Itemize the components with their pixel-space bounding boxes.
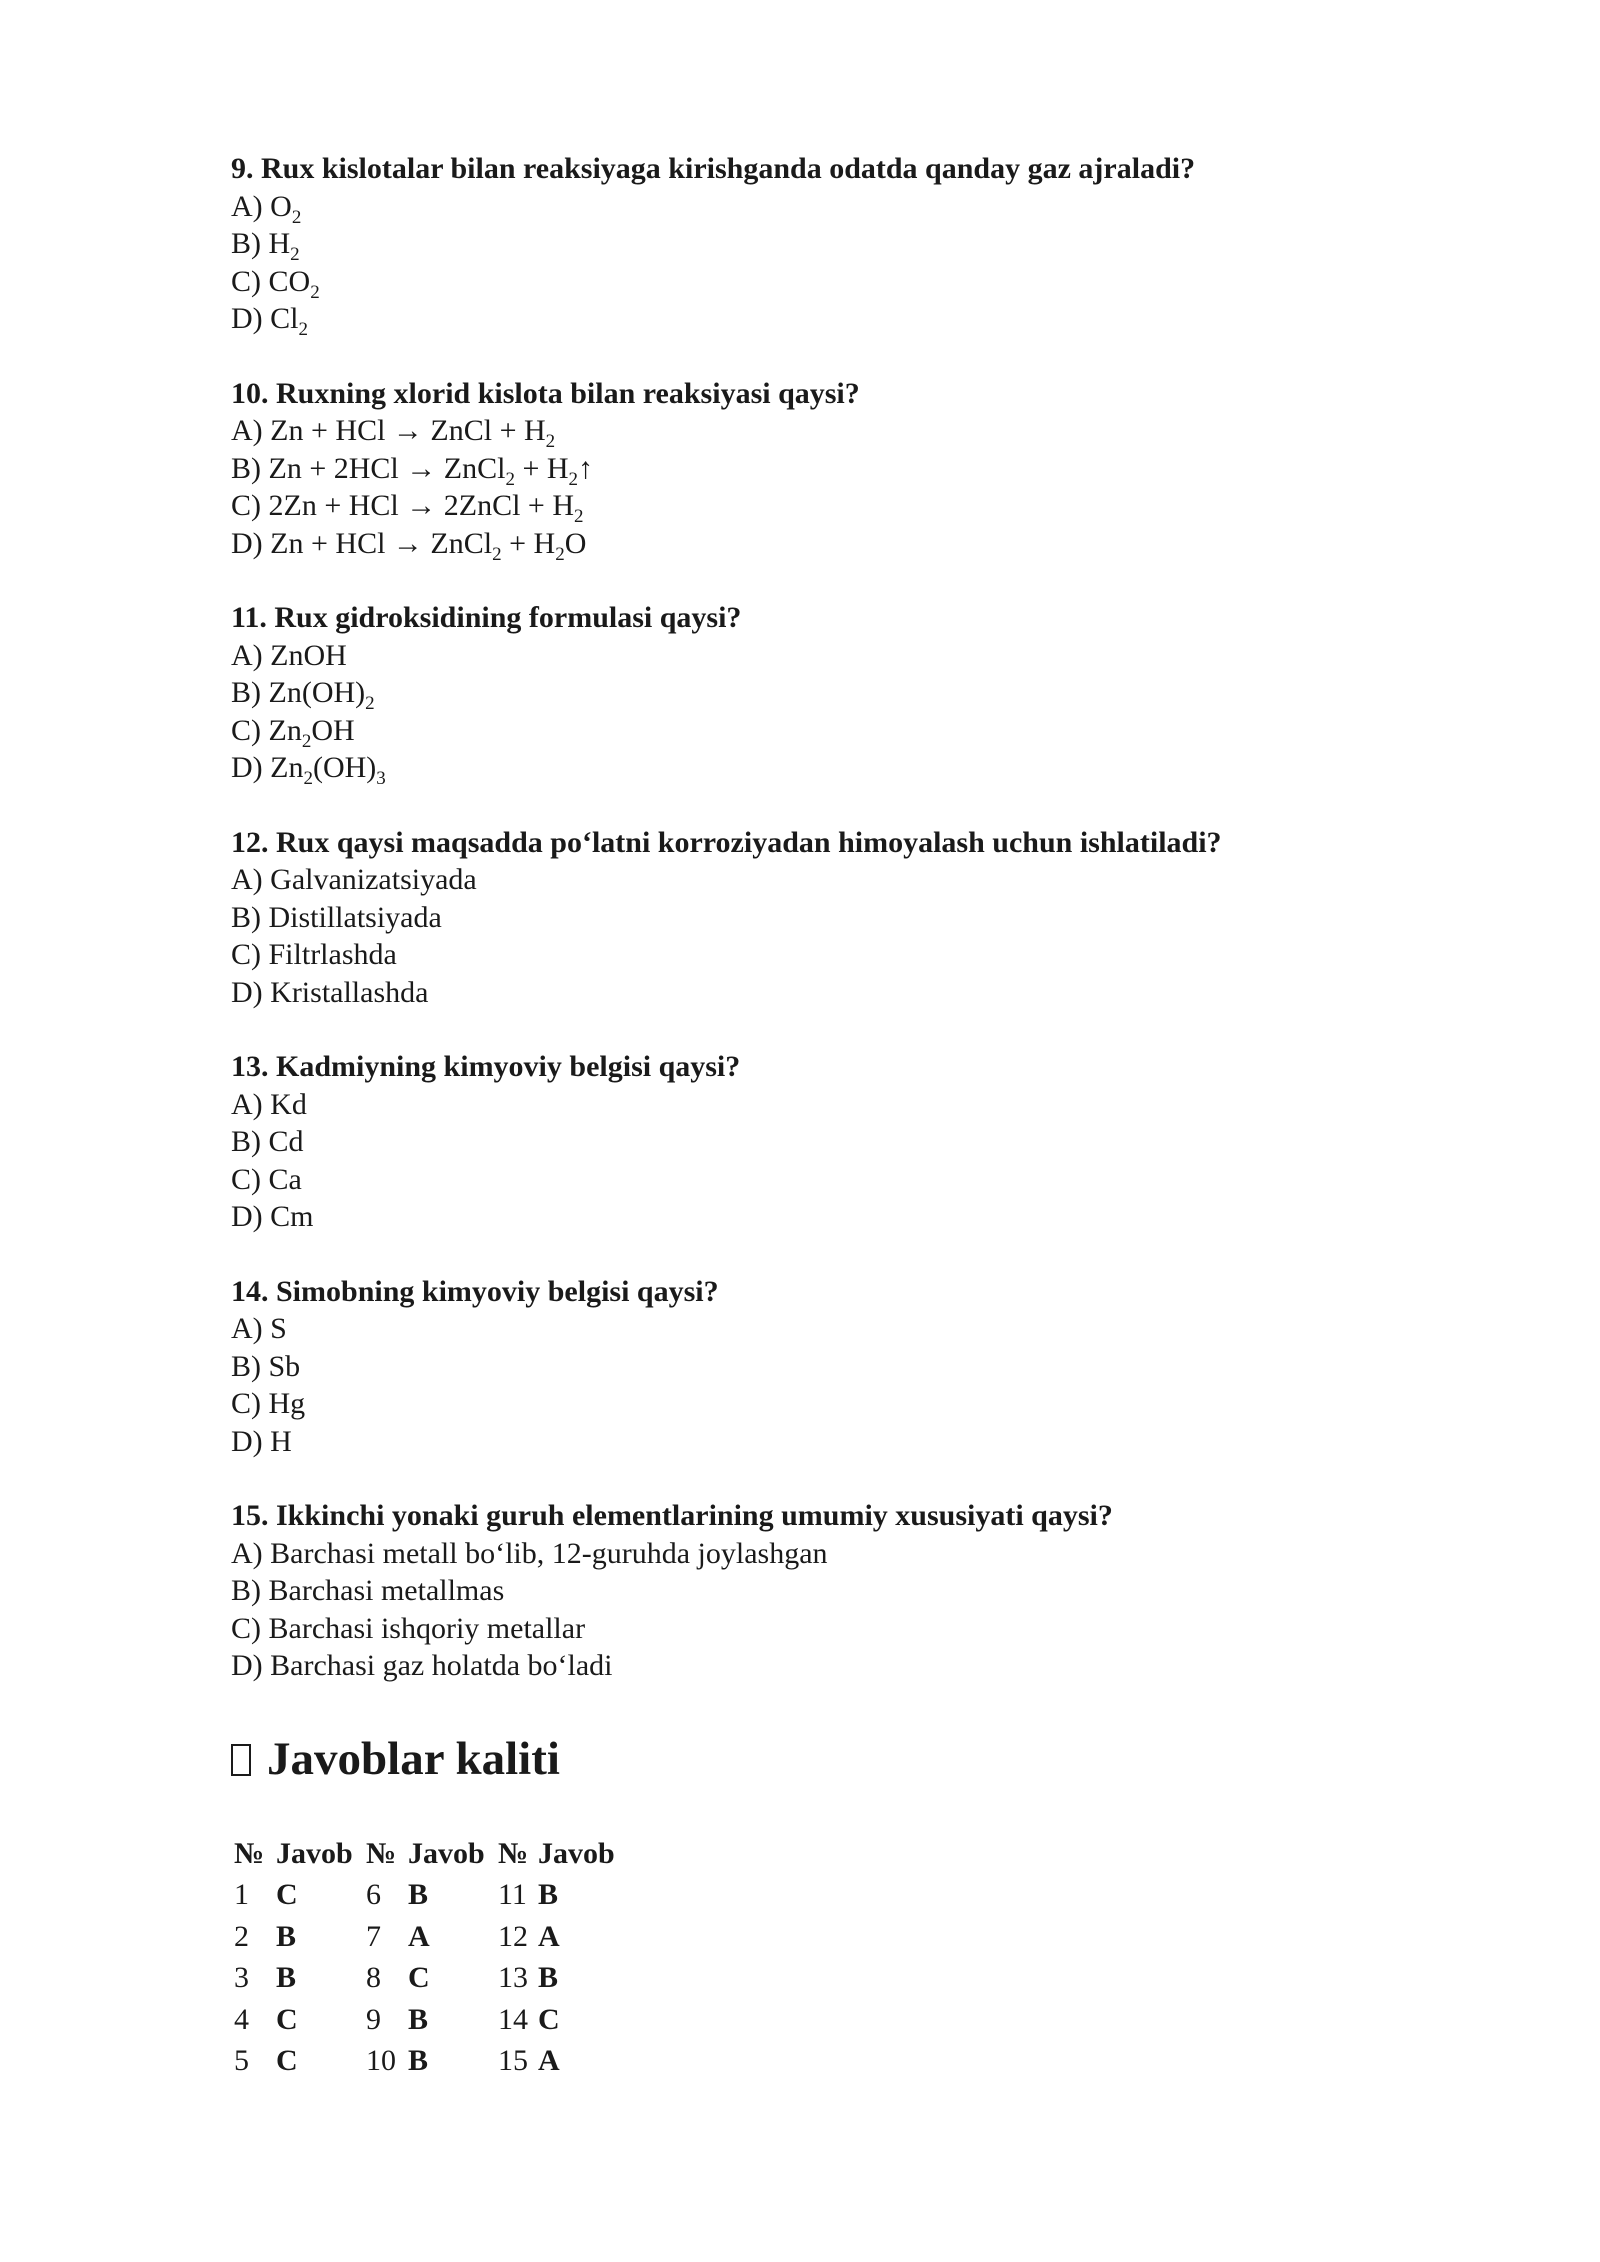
answer-option — [231, 263, 1431, 301]
question-title: 10. Ruxning xlorid kislota bilan reaksiyasi qaysi? — [231, 376, 860, 410]
answer-option — [231, 1535, 1431, 1573]
option-text: C) Barchasi ishqoriy metallar — [231, 1611, 586, 1645]
option-text: A) Galvanizatsiyada — [231, 863, 477, 896]
answer-option — [231, 637, 1431, 675]
question-number-cell: 7 — [366, 1919, 381, 1953]
answer-option — [231, 300, 1431, 338]
answer-letter-cell: A — [538, 2044, 560, 2078]
column-header: № — [498, 1836, 529, 1870]
answer-option — [231, 712, 1431, 750]
answer-option — [231, 1423, 1431, 1461]
table-row — [234, 1958, 623, 2000]
question-number-cell: 2 — [234, 1919, 249, 1953]
option-text: D) Barchasi gaz holatda bo‘ladi — [231, 1649, 613, 1682]
question-number-cell: 13 — [498, 1961, 528, 1995]
answer-option — [231, 1385, 1431, 1423]
question-number-cell: 1 — [234, 1878, 249, 1912]
answer-letter-cell: B — [408, 1878, 429, 1912]
answer-letter-cell: C — [538, 2002, 560, 2036]
option-subscript: 2 — [555, 543, 565, 565]
option-text: O — [564, 526, 587, 560]
option-subscript: 2 — [303, 768, 313, 789]
answer-option — [231, 899, 1431, 937]
option-text: ↑ — [578, 451, 594, 485]
answer-letter-cell: C — [276, 1878, 298, 1912]
option-text: A) Zn + HCl → ZnCl + H — [231, 414, 546, 447]
question-number-cell: 9 — [366, 2002, 381, 2036]
answer-option — [231, 525, 1431, 563]
answer-option — [231, 487, 1431, 525]
answer-letter-cell: B — [408, 2002, 429, 2036]
question-block — [231, 599, 1431, 787]
option-text: D) Cl — [231, 302, 299, 335]
option-subscript: 2 — [290, 244, 300, 265]
option-text: D) Zn — [231, 751, 304, 784]
option-text: A) Kd — [231, 1087, 307, 1121]
option-text: B) Zn + 2HCl → ZnCl — [231, 451, 506, 485]
option-text: D) H — [231, 1424, 292, 1458]
option-text: B) Barchasi metallmas — [231, 1574, 505, 1607]
option-text: C) Filtrlashda — [231, 938, 397, 971]
option-subscript: 2 — [492, 543, 502, 565]
table-row — [234, 1875, 623, 1917]
option-text: A) S — [231, 1312, 287, 1345]
document-page — [231, 150, 1431, 2082]
option-text: C) 2Zn + HCl → 2ZnCl + H — [231, 489, 575, 522]
answer-option — [231, 749, 1431, 787]
column-header: Javob — [408, 1836, 485, 1870]
option-text: C) CO — [231, 264, 311, 298]
question-title: 14. Simobning kimyoviy belgisi qaysi? — [231, 1274, 719, 1308]
answer-letter-cell: B — [408, 2044, 429, 2078]
option-text: B) Distillatsiyada — [231, 900, 442, 934]
column-header: № — [366, 1836, 397, 1870]
option-text: B) Sb — [231, 1349, 301, 1383]
question-number-cell: 3 — [234, 1961, 249, 1995]
option-subscript: 3 — [376, 768, 386, 789]
question-title: 15. Ikkinchi yonaki guruh elementlarining umumiy xususiyati qaysi? — [231, 1499, 1113, 1532]
answer-key-table — [234, 1833, 623, 2083]
question-block — [231, 824, 1431, 1012]
option-text: C) Hg — [231, 1387, 306, 1420]
option-subscript: 2 — [505, 468, 515, 490]
option-text: D) Cm — [231, 1200, 314, 1233]
question-number-cell: 4 — [234, 2002, 249, 2036]
missing-glyph-box-icon — [231, 1744, 251, 1776]
answer-option — [231, 1610, 1431, 1648]
question-block — [231, 1273, 1431, 1461]
answer-key-body — [234, 1875, 623, 2083]
question-block — [231, 375, 1431, 563]
option-text: D) Zn + HCl → ZnCl — [231, 526, 493, 560]
option-text: A) Barchasi metall bo‘lib, 12-guruhda joylashgan — [231, 1536, 828, 1570]
answer-option — [231, 225, 1431, 263]
option-text: B) Zn(OH) — [231, 676, 366, 709]
option-subscript: 2 — [568, 468, 579, 490]
option-text: B) H — [231, 227, 291, 260]
answer-option — [231, 861, 1431, 899]
question-block — [231, 1497, 1431, 1685]
option-subscript: 2 — [365, 693, 375, 714]
option-text: B) Cd — [231, 1125, 304, 1158]
option-subscript: 2 — [301, 730, 312, 752]
option-text: + H — [514, 451, 569, 485]
option-subscript: 2 — [298, 319, 308, 340]
option-text: A) ZnOH — [231, 638, 347, 672]
option-text: (OH) — [312, 751, 377, 784]
option-text: OH — [311, 713, 355, 747]
question-number-cell: 15 — [498, 2044, 528, 2078]
answer-letter-cell: A — [408, 1919, 430, 1953]
option-subscript: 2 — [545, 431, 556, 452]
answer-letter-cell: C — [408, 1961, 430, 1995]
column-header: Javob — [276, 1836, 353, 1870]
answer-letter-cell: B — [276, 1919, 297, 1953]
question-title: 11. Rux gidroksidining formulasi qaysi? — [231, 601, 742, 634]
question-title: 12. Rux qaysi maqsadda po‘latni korroziyadan himoyalash uchun ishlatiladi? — [231, 825, 1222, 859]
question-title: 13. Kadmiyning kimyoviy belgisi qaysi? — [231, 1050, 741, 1083]
question-number-cell: 11 — [498, 1878, 527, 1912]
option-subscript: 2 — [574, 506, 584, 527]
question-number-cell: 8 — [366, 1961, 381, 1995]
answer-option — [231, 936, 1431, 974]
answer-letter-cell: B — [538, 1961, 559, 1995]
question-number-cell: 5 — [234, 2044, 249, 2078]
answer-key-heading — [231, 1731, 1431, 1787]
answer-option — [231, 450, 1431, 488]
answer-option — [231, 188, 1431, 226]
answer-letter-cell: B — [276, 1961, 297, 1995]
table-row — [234, 2041, 623, 2083]
option-text: A) O — [231, 189, 292, 223]
option-subscript: 2 — [291, 206, 302, 228]
answer-option — [231, 1310, 1431, 1348]
answer-option — [231, 1086, 1431, 1124]
answer-option — [231, 1572, 1431, 1610]
question-block — [231, 150, 1431, 338]
option-text: C) Ca — [231, 1162, 302, 1196]
question-number-cell: 6 — [366, 1878, 381, 1912]
answer-letter-cell: B — [538, 1878, 559, 1912]
answer-key-header-row — [234, 1833, 623, 1875]
question-number-cell: 12 — [498, 1919, 528, 1953]
question-list — [231, 150, 1431, 1685]
answer-option — [231, 1161, 1431, 1199]
answer-letter-cell: C — [276, 2002, 298, 2036]
answer-letter-cell: C — [276, 2044, 298, 2078]
answer-option — [231, 674, 1431, 712]
question-number-cell: 14 — [498, 2002, 528, 2036]
table-row — [234, 1999, 623, 2041]
answer-option — [231, 1647, 1431, 1685]
answer-option — [231, 1123, 1431, 1161]
answer-option — [231, 412, 1431, 450]
question-title: 9. Rux kislotalar bilan reaksiyaga kirishganda odatda qanday gaz ajraladi? — [231, 152, 1196, 185]
answer-option — [231, 1348, 1431, 1386]
question-block — [231, 1048, 1431, 1236]
question-number-cell: 10 — [366, 2044, 396, 2078]
option-text: + H — [501, 526, 556, 560]
answer-option — [231, 1198, 1431, 1236]
option-subscript: 2 — [310, 281, 320, 303]
column-header: Javob — [538, 1836, 615, 1870]
column-header: № — [234, 1836, 265, 1870]
answer-key-title: Javoblar kaliti — [267, 1732, 560, 1785]
answer-letter-cell: A — [538, 1919, 560, 1953]
option-text: C) Zn — [231, 713, 302, 747]
option-text: D) Kristallashda — [231, 975, 429, 1009]
table-row — [234, 1916, 623, 1958]
answer-option — [231, 974, 1431, 1012]
